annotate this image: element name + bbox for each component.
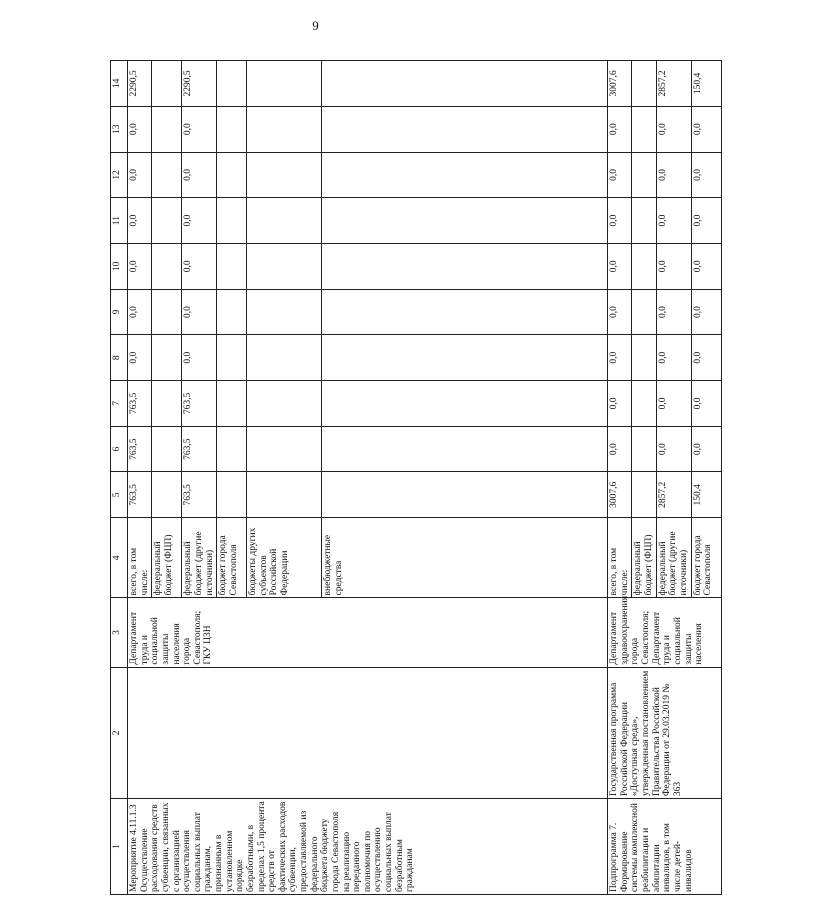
value-cell: 3007,6 — [608, 472, 632, 518]
value-cell — [217, 198, 247, 244]
value-cell — [217, 381, 247, 427]
block2-col1: Подпрограмма 7. Формирование системы комплексной реабилитации и абилитации инвалидов, в том числе детей-инвалидов — [608, 799, 721, 895]
block1-col3: Департамент труда и социальной защиты населения города Севастополя; ГКУ ЦЗН — [128, 598, 608, 667]
value-cell: 0,0 — [656, 381, 691, 427]
value-cell — [322, 426, 608, 472]
funding-source-label: бюджет города Севастополя — [691, 518, 721, 598]
value-cell: 3007,6 — [608, 61, 632, 107]
value-cell — [217, 472, 247, 518]
value-cell: 0,0 — [182, 198, 217, 244]
value-cell — [217, 152, 247, 198]
value-cell: 0,0 — [608, 106, 632, 152]
value-cell: 0,0 — [182, 106, 217, 152]
value-cell — [632, 198, 656, 244]
value-cell: 0,0 — [691, 426, 721, 472]
value-cell: 0,0 — [691, 335, 721, 381]
value-cell — [152, 472, 182, 518]
value-cell — [152, 381, 182, 427]
value-cell: 763,5 — [128, 426, 152, 472]
column-header: 5 — [111, 472, 128, 518]
value-cell — [217, 426, 247, 472]
value-cell — [322, 381, 608, 427]
value-cell — [247, 426, 322, 472]
table-wrapper — [110, 60, 836, 892]
value-cell — [322, 198, 608, 244]
value-cell — [152, 426, 182, 472]
value-cell: 763,5 — [128, 381, 152, 427]
value-cell — [152, 289, 182, 335]
value-cell: 0,0 — [608, 289, 632, 335]
value-cell — [322, 152, 608, 198]
value-cell: 763,5 — [182, 426, 217, 472]
value-cell — [322, 61, 608, 107]
funding-source-label: федеральный бюджет (ФЦП) — [632, 518, 656, 598]
value-cell — [632, 243, 656, 289]
value-cell: 0,0 — [182, 243, 217, 289]
value-cell — [632, 472, 656, 518]
value-cell — [322, 335, 608, 381]
value-cell — [632, 426, 656, 472]
value-cell: 0,0 — [608, 198, 632, 244]
value-cell: 2290,5 — [182, 61, 217, 107]
value-cell: 0,0 — [608, 335, 632, 381]
value-cell: 0,0 — [656, 289, 691, 335]
value-cell — [217, 289, 247, 335]
column-header: 10 — [111, 243, 128, 289]
page-number: 9 — [312, 18, 319, 33]
column-header: 14 — [111, 61, 128, 107]
funding-source-label: всего, в том числе: — [608, 518, 632, 598]
value-cell — [632, 106, 656, 152]
block2-col3: Департамент здравоохранения города Севастополя; Департамент труда и социальной защиты населения — [608, 598, 721, 667]
value-cell — [322, 106, 608, 152]
value-cell — [247, 335, 322, 381]
value-cell: 2290,5 — [128, 61, 152, 107]
value-cell — [247, 61, 322, 107]
value-cell: 0,0 — [128, 289, 152, 335]
budget-table — [110, 60, 722, 895]
value-cell: 0,0 — [182, 289, 217, 335]
value-cell: 0,0 — [656, 335, 691, 381]
value-cell: 0,0 — [608, 381, 632, 427]
value-cell — [152, 198, 182, 244]
value-cell: 0,0 — [128, 106, 152, 152]
column-header: 1 — [111, 799, 128, 895]
column-header: 2 — [111, 667, 128, 799]
value-cell: 0,0 — [691, 152, 721, 198]
value-cell: 0,0 — [656, 198, 691, 244]
value-cell — [217, 61, 247, 107]
value-cell — [322, 289, 608, 335]
value-cell — [322, 472, 608, 518]
value-cell — [217, 335, 247, 381]
value-cell: 0,0 — [656, 243, 691, 289]
value-cell — [247, 243, 322, 289]
value-cell — [247, 152, 322, 198]
value-cell: 0,0 — [128, 198, 152, 244]
value-cell: 0,0 — [656, 152, 691, 198]
column-header: 11 — [111, 198, 128, 244]
value-cell: 0,0 — [656, 426, 691, 472]
value-cell — [152, 106, 182, 152]
value-cell: 0,0 — [608, 426, 632, 472]
funding-source-label: всего, в том числе: — [128, 518, 152, 598]
value-cell: 0,0 — [691, 198, 721, 244]
column-header: 7 — [111, 381, 128, 427]
value-cell: 0,0 — [608, 152, 632, 198]
value-cell — [217, 106, 247, 152]
value-cell: 0,0 — [691, 243, 721, 289]
value-cell — [247, 289, 322, 335]
column-header: 13 — [111, 106, 128, 152]
value-cell: 150,4 — [691, 61, 721, 107]
block1-col2 — [128, 667, 608, 799]
funding-source-label: федеральный бюджет (другие источники) — [656, 518, 691, 598]
value-cell: 2857,2 — [656, 472, 691, 518]
value-cell — [322, 243, 608, 289]
value-cell: 0,0 — [608, 243, 632, 289]
column-header: 3 — [111, 598, 128, 667]
value-cell — [632, 381, 656, 427]
value-cell: 0,0 — [182, 152, 217, 198]
value-cell: 0,0 — [691, 289, 721, 335]
value-cell — [152, 61, 182, 107]
column-header: 9 — [111, 289, 128, 335]
funding-source-label: федеральный бюджет (ФЦП) — [152, 518, 182, 598]
value-cell — [632, 335, 656, 381]
value-cell — [247, 472, 322, 518]
value-cell: 0,0 — [128, 243, 152, 289]
value-cell — [632, 289, 656, 335]
value-cell: 0,0 — [128, 152, 152, 198]
value-cell — [632, 61, 656, 107]
funding-source-label: бюджет города Севастополя — [217, 518, 247, 598]
value-cell — [632, 152, 656, 198]
value-cell — [152, 243, 182, 289]
header-row — [111, 61, 128, 895]
value-cell — [152, 335, 182, 381]
value-cell: 150,4 — [691, 472, 721, 518]
value-cell — [247, 106, 322, 152]
column-header: 6 — [111, 426, 128, 472]
value-cell: 0,0 — [128, 335, 152, 381]
value-cell: 763,5 — [182, 472, 217, 518]
value-cell: 0,0 — [656, 106, 691, 152]
table-row — [608, 61, 632, 895]
table-row — [128, 61, 152, 895]
funding-source-label: внебюджетные средства — [322, 518, 608, 598]
value-cell: 0,0 — [691, 106, 721, 152]
column-header: 8 — [111, 335, 128, 381]
column-header: 4 — [111, 518, 128, 598]
funding-source-label: федеральный бюджет (другие источники) — [182, 518, 217, 598]
block2-col2: Государственная программа Российской Федерации «Доступная среда», утвержденная постановлением Правительства Российской Федерации от 29.03.2019 № 363 — [608, 667, 721, 799]
column-header: 12 — [111, 152, 128, 198]
block1-col1: Мероприятие 4.11.1.3 Осуществление расходования средств субвенции, связанных с организацией осуществления социальных выплат гражданам, признанным в установленном порядке безработными, в пределах 1,5 процента средств от фактических расходов субвенции, предоставляемой из федерального бюджета бюджету города Севастополя на реализацию переданного полномочия по осуществлению социальных выплат безработным гражданам — [128, 799, 608, 895]
value-cell: 2857,2 — [656, 61, 691, 107]
value-cell: 763,5 — [128, 472, 152, 518]
value-cell: 763,5 — [182, 381, 217, 427]
value-cell — [152, 152, 182, 198]
value-cell — [247, 381, 322, 427]
funding-source-label: бюджеты других субъектов Российской Федерации — [247, 518, 322, 598]
value-cell: 0,0 — [691, 381, 721, 427]
value-cell — [247, 198, 322, 244]
value-cell: 0,0 — [182, 335, 217, 381]
value-cell — [217, 243, 247, 289]
